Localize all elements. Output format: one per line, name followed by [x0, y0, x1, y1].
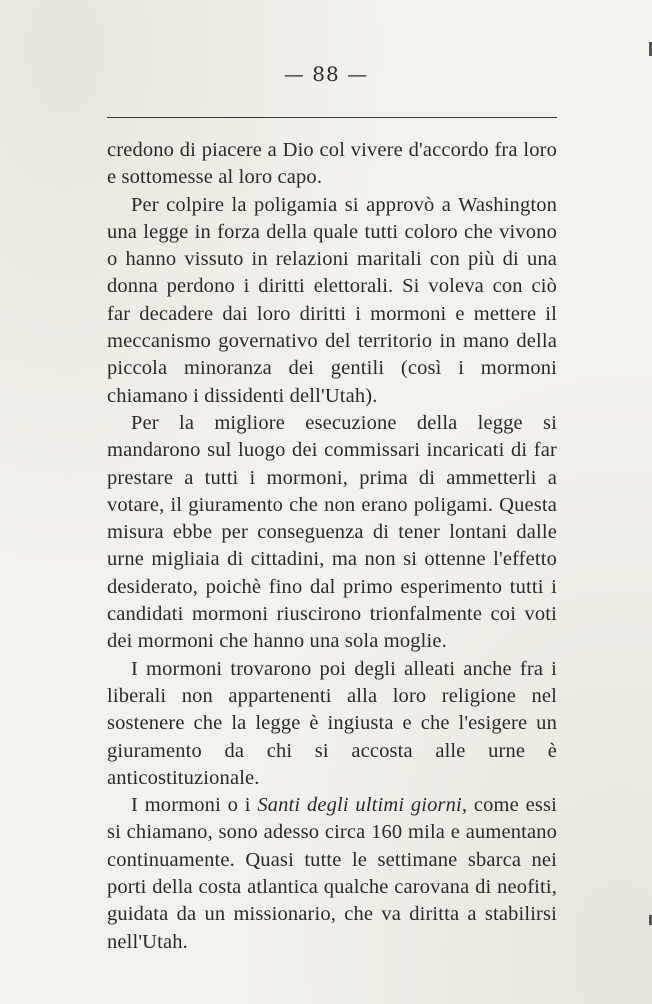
paragraph-poligamia-law: Per colpire la poligamia si approvò a Washington una legge in forza della quale tutti coloro che vivono o hanno vissuto in relazioni maritali con più di una donna perdono i diritti elettorali. Si voleva con ciò far decadere dai loro diritti i mormoni e mettere il meccanismo governativo del territorio in mano della piccola minoranza dei gentili (così i mormoni chiamano i dissidenti dell'Utah). — [107, 193, 557, 407]
paragraph-alleati: I mormoni trovarono poi degli alleati anche fra i liberali non appartenenti alla loro religione nel sostenere che la legge è ingiusta e che l'esigere un giuramento da chi si accosta alle urne è anticostituzionale. — [107, 657, 557, 789]
santi-italic-title: Santi degli ultimi giorni, — [257, 794, 468, 817]
paragraph-commissari: Per la migliore esecuzione della legge si mandarono sul luogo dei commissari incaricati di far prestare a tutti i mormoni, prima di ammetterli a votare, il giuramento che non erano poligami. Questa misura ebbe per conseguenza di tener lontani dalle urne migliaia di cittadini, ma non si ottenne l'effetto desiderato, poichè fino dal primo esperimento tutti i candidati mormoni riuscirono trionfalmente coi voti dei mormoni che hanno una sola moglie. — [107, 411, 557, 653]
paragraph-continuation: credono di piacere a Dio col vivere d'accordo fra loro e sottomesse al loro capo. — [107, 139, 557, 189]
page-number: — 88 — — [283, 62, 369, 86]
paragraph-santi-after: come essi si chiamano, sono adesso circa 160 mila e aumentano continuamente. Quasi tutte le settimane sbarca nei porti della costa atlantica qualche carovana di neofiti, guidata da un missionario, che va diritta a stabilirsi nell'Utah. — [107, 794, 557, 953]
paragraph-santi — [107, 792, 557, 956]
header-rule — [107, 117, 557, 118]
paragraph-santi-before: I mormoni o i — [131, 794, 258, 817]
body-text — [107, 137, 557, 956]
